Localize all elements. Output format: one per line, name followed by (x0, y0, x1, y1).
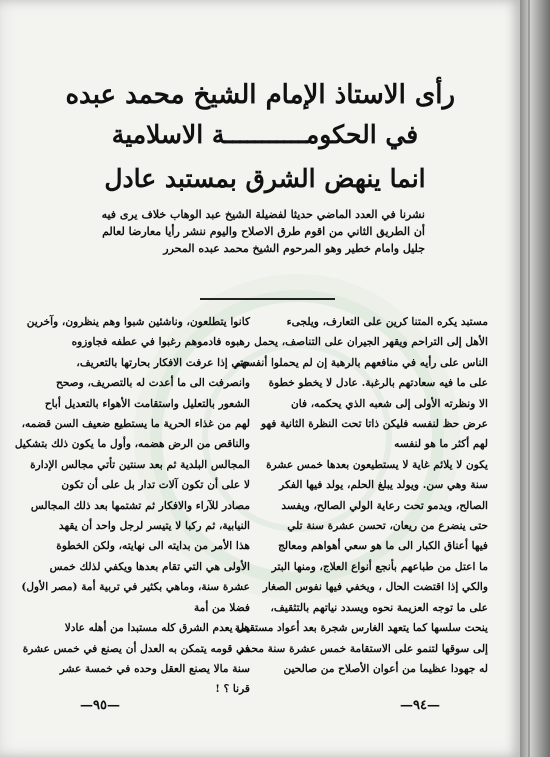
body-line: قرنا ؟ ! (215, 683, 250, 696)
body-line: والناقص من الرض هضمه، وأول ما يكون ذلك بتشكيل (14, 438, 250, 451)
body-line: الصالح، ويدمو تحت رعاية الولي الصالح، ويفسد (281, 499, 488, 512)
page-number-right: —٩٤— (400, 698, 440, 713)
body-line: على ما توجه العزيمة نحوه ويسدد نياتهم بالتثقيف، (270, 601, 488, 614)
body-line: مستبد يكره المتنا كرين على التعارف، ويلجىء (286, 316, 488, 328)
body-line: وانصرفت الى ما أعدت له بالتصريف، وصحح (56, 377, 250, 390)
body-line: لهم أكثر ما هو لنفسه (394, 438, 488, 451)
body-line: النيابية، ثم ركبا لا يتيسر لرجل واحد أن يقهد (58, 520, 250, 533)
body-line: عرض حظ لنفسه فليكن ذاتا تحت النظرة الثانية فهو (260, 418, 488, 431)
body-line: فضلا من أمة (194, 601, 250, 614)
body-line: الأهل إلى التراحم ويقهر الجيران على التناصف، يحمل (254, 336, 488, 349)
body-line: الناس على رأيه في منافعهم بالرهبة إن لم يحملوا أنفسهم (234, 356, 488, 369)
body-line: ما اعتل من طباعهم بأنجع أنواع العلاج، ومنها البتر (271, 560, 488, 573)
book-spine (520, 0, 550, 757)
body-line: مصادر للآراء والافكار ثم تشتمها بعد ذلك المجالس (30, 499, 250, 512)
body-line: ينحت سلسها كما يتعهد الغارس شجرة بعد أعواد مستقيمة (234, 622, 488, 635)
body-line: في قومه يتمكن به العدل أن يصنع في خمس عشرة (22, 642, 250, 655)
article-subtitle: في الحكومـــــــــــة الاسلامية (111, 120, 419, 149)
body-line: الا ونظرته الأولى إلى شعبه الذي يحكمه، فان (290, 397, 488, 410)
body-line: رهبوه فادموهم رغبوا في عطفه فجاوزوه (71, 336, 250, 349)
body-line: حتى ينضرع من ريعان، تحسن عشرة سنة تلي (287, 520, 488, 533)
body-column-right (234, 312, 488, 679)
body-line: كانوا يتطلعون، وناشئين شبوا وهم ينظرون، وآخرين (26, 316, 250, 328)
editor-intro: نشرنا في العدد الماضي حديثا لفضيلة الشيخ عبد الوهاب خلاف يرى فيه أن الطريق الثاني من اقوم طرق الاصلاح واليوم ننشر رأيا معارضا لعالم جليل وامام خطير وهو المرحوم الشيخ محمد عبده المحرر (101, 208, 425, 255)
body-line: هذا الأمر من بدايته الى نهايته، ولكن الخطوة (56, 540, 250, 553)
article-title: رأى الاستاذ الإمام الشيخ محمد عبده (65, 80, 455, 110)
body-line: إلى سوقها لتنمو على الاستقامة خمس عشرة سنة محمد (239, 642, 488, 655)
body-line: حتي إذا عرفت الافكار بحارتها بالتعريف، (76, 356, 250, 369)
body-line: المجالس البلدية ثم بعد سنتين تأتي مجالس الإدارة (30, 458, 250, 471)
body-line: عشرة سنة، وماهي بكثير في تربية أمة (مصر الأول) (21, 581, 250, 594)
body-line: هل يعدم الشرق كله مستبدا من أهله عادلا (64, 622, 250, 635)
body-line: سنة وهي سن. ويولد يبلغ الحلم، يولد فيها الفكر (279, 479, 488, 492)
body-line: سنة مالا يصنع العقل وحده في خمسة عشر (59, 662, 250, 675)
body-line: له جهودا عظيما من أعوان الأصلاح من صالحين (283, 662, 488, 675)
body-line: لهم من غذاء الحرية ما يستطيع ضعيف السن قضمه، (21, 418, 250, 431)
body-line: لا على أن تكون آلات تدار بل على أن تكون (61, 479, 250, 492)
body-line: الشعور بالتعليل واستقامت الأهواء بالتعديل أباح (44, 397, 250, 410)
page-number-left: —٩٥— (80, 698, 120, 713)
article-headline: انما ينهض الشرق بمستبد عادل (104, 164, 426, 193)
body-line: والكي إذا اقتضت الحال ، ويخفي فيها نفوس الصغار (262, 581, 488, 594)
body-line: على ما فيه سعادتهم بالرغبة. عادل لا يخطو خطوة (268, 377, 488, 390)
body-line: يكون لا يلائم غاية لا يستطيعون بعدها خمس عشرة (266, 458, 488, 471)
section-divider (200, 298, 335, 300)
body-line: فيها أعناق الكبار الى ما هو سعي أهواهم ومعالج (278, 540, 488, 553)
body-column-left (14, 312, 250, 700)
body-line: الأولى هي التي تقام بعدها ويكفي لذلك خمس (49, 560, 250, 573)
